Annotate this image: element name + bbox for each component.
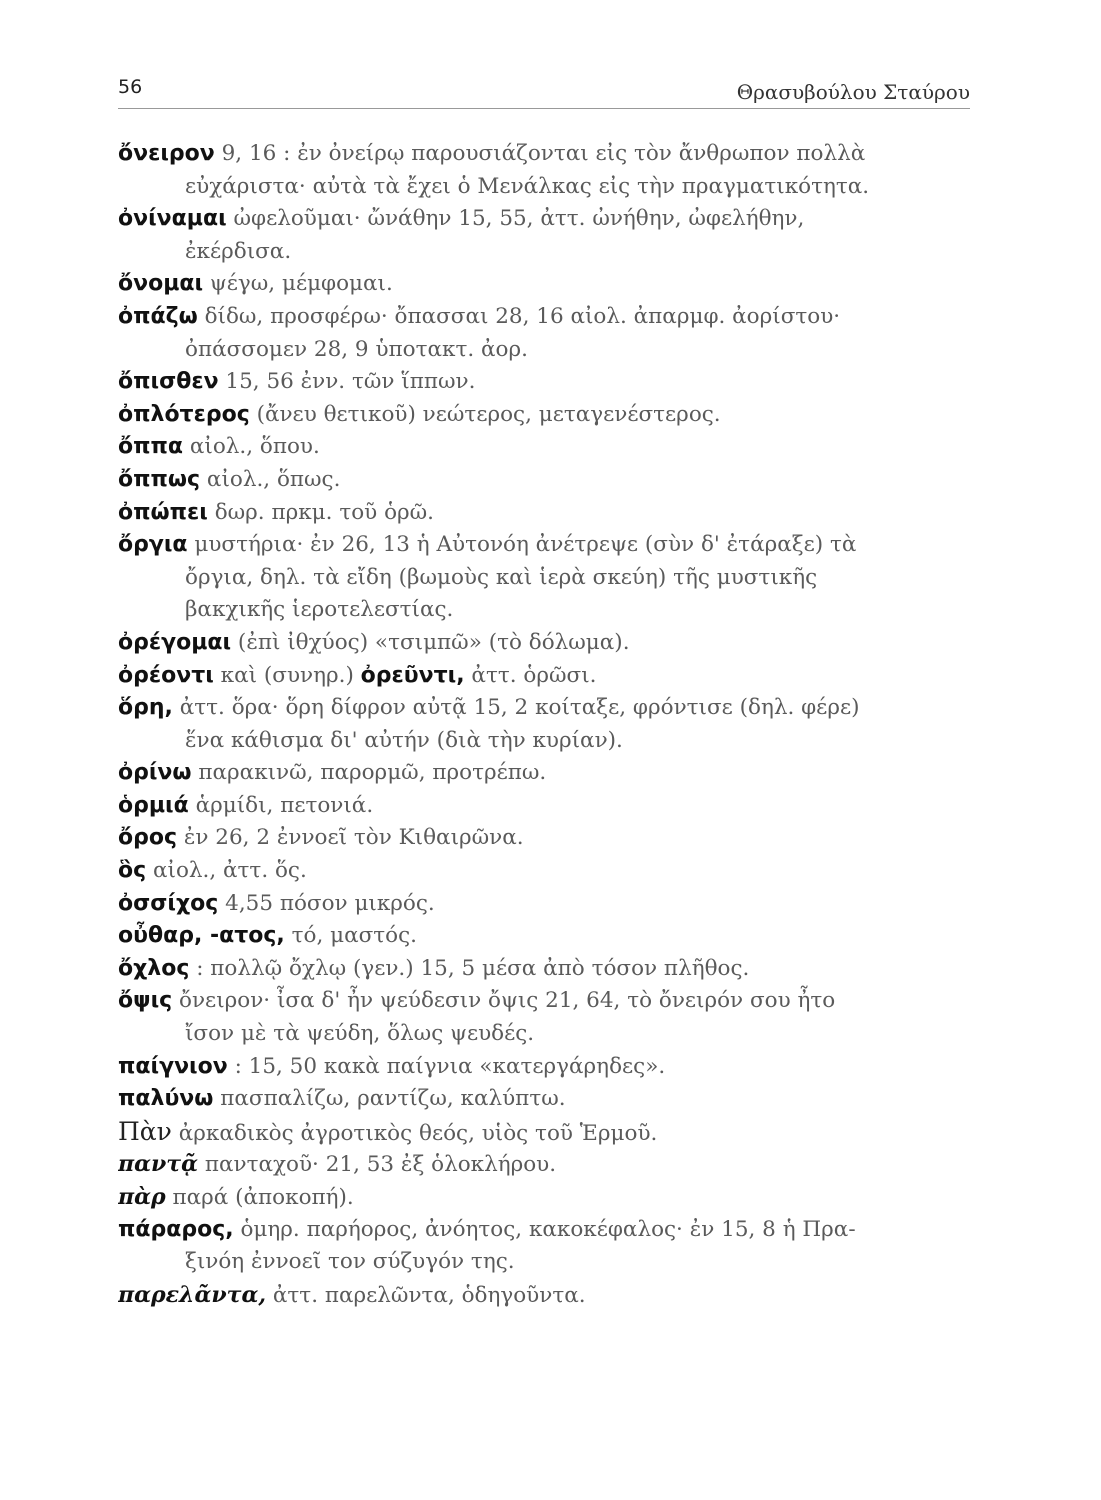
definition-text: παρακινῶ, παρορμῶ, προτρέπω. (191, 760, 547, 786)
definition-text: αἰολ., ἀττ. ὅς. (146, 858, 307, 884)
glossary-entry (118, 138, 976, 171)
glossary-entry (118, 855, 976, 888)
glossary-entry (118, 757, 976, 790)
definition-text: 4,55 πόσον μικρός. (218, 890, 435, 916)
glossary-entry (118, 1181, 976, 1214)
glossary-entry (118, 627, 976, 660)
glossary-entry (118, 431, 976, 464)
definition-text: ἀττ. ὅρα· ὅρη δίφρον αὐτᾷ 15, 2 κοίταξε, φρόντισε (δηλ. φέρε) (172, 695, 860, 721)
definition-text: ἀρκαδικὸς ἀγροτικὸς θεός, υἱὸς τοῦ Ἑρμοῦ. (171, 1120, 658, 1146)
definition-text: ὄνειρον· ἶσα δ' ἦν ψεύδεσιν ὄψις 21, 64, τὸ ὄνειρόν σου ἦτο (172, 988, 836, 1014)
headword: ὀσσίχος (118, 890, 219, 916)
headword: ὀρίνω (118, 760, 192, 786)
headword: ὄνομαι (118, 271, 204, 297)
glossary-entry (118, 1051, 976, 1084)
definition-text: ἁρμίδι, πετονιά. (188, 792, 374, 818)
glossary-entry (118, 953, 976, 986)
entry-continuation-line (118, 236, 976, 269)
headword: ὄχλος (118, 955, 190, 981)
glossary-entry (118, 660, 976, 693)
definition-text: : 15, 50 κακὰ παίγνια «κατεργάρηδες». (227, 1053, 666, 1079)
glossary-entry (118, 203, 976, 236)
glossary-entry (118, 301, 976, 334)
definition-text: ψέγω, μέμφομαι. (203, 271, 393, 297)
entry-continuation-line (118, 562, 976, 595)
definition-text: ἐν 26, 2 ἐννοεῖ τὸν Κιθαιρῶνα. (177, 825, 524, 851)
headword: ὀρέοντι (118, 662, 214, 688)
entry-continuation-line (118, 334, 976, 367)
definition-text: 9, 16 : ἐν ὀνείρῳ παρουσιάζονται εἰς τὸν ἄνθρωπον πολλὰ (214, 141, 866, 166)
glossary-entry (118, 366, 976, 399)
entry-continuation-line (118, 1018, 976, 1051)
glossary-entry (118, 920, 976, 953)
headword: ὁρμιά (118, 792, 189, 818)
definition-text: : πολλῷ ὄχλῳ (γεν.) 15, 5 μέσα ἀπὸ τόσον πλῆθος. (189, 955, 750, 981)
page-header (118, 70, 970, 110)
definition-text: αἰολ., ὅπου. (183, 434, 320, 460)
headword: ὀπλότερος (118, 401, 250, 427)
definition-text: αἰολ., ὅπως. (200, 466, 341, 492)
definition-text: τό, μαστός. (284, 923, 417, 949)
definition-text: πανταχοῦ· 21, 53 ἐξ ὁλοκλήρου. (198, 1152, 557, 1178)
glossary-entry (118, 1083, 976, 1116)
headword: πὰρ (118, 1184, 166, 1210)
definition-text: εὐχάριστα· αὐτὰ τὰ ἔχει ὁ Μενάλκας εἰς τὴν πραγματικότητα. (185, 173, 870, 199)
glossary-entry (118, 268, 976, 301)
glossary-entry (118, 985, 976, 1018)
headword: ὄνειρον (118, 141, 215, 166)
glossary-entry (118, 692, 976, 725)
headword: πάραρος, (118, 1216, 234, 1242)
headword: ὄρος (118, 825, 178, 851)
headword: ὄππα (118, 434, 184, 460)
definition-text: (ἄνευ θετικοῦ) νεώτερος, μεταγενέστερος. (249, 401, 721, 427)
glossary-entry (118, 1214, 976, 1247)
definition-text: βακχικῆς ἱεροτελεστίας. (185, 597, 454, 623)
definition-text: ὁμηρ. παρήορος, ἀνόητος, κακοκέφαλος· ἐν 15, 8 ἡ Πρα- (233, 1216, 856, 1242)
headword: ὀρέγομαι (118, 629, 232, 655)
headword-variant: ὀρεῦντι, (360, 662, 465, 688)
definition-text: ὄργια, δηλ. τὰ εἴδη (βωμοὺς καὶ ἱερὰ σκεύη) τῆς μυστικῆς (185, 564, 818, 590)
headword: παλύνω (118, 1086, 214, 1112)
headword: ὀπάζω (118, 303, 198, 329)
glossary-entry (118, 1279, 976, 1312)
definition-text: ἀττ. παρελῶντα, ὁδηγοῦντα. (266, 1282, 586, 1308)
glossary-entry (118, 497, 976, 530)
entry-continuation-line (118, 171, 976, 204)
definition-text: ὀπάσσομεν 28, 9 ὑποτακτ. ἀορ. (185, 336, 528, 362)
definition-text: καὶ (συνηρ.) (213, 662, 361, 688)
definition-text: ἕνα κάθισμα δι' αὐτήν (διὰ τὴν κυρίαν). (185, 727, 623, 753)
headword: ὄππως (118, 466, 201, 492)
definition-text: δίδω, προσφέρω· ὄπασσαι 28, 16 αἰολ. ἀπαρμφ. ἀορίστου· (197, 303, 841, 329)
glossary-entry (118, 1148, 976, 1181)
running-title: Θρασυβούλου Σταύρου (736, 80, 970, 104)
glossary-entries (118, 138, 976, 1311)
glossary-entry (118, 464, 976, 497)
glossary-entry (118, 529, 976, 562)
glossary-entry (118, 790, 976, 823)
definition-text: πασπαλίζω, ραντίζω, καλύπτω. (213, 1086, 566, 1112)
headword: ὀπώπει (118, 499, 208, 525)
entry-continuation-line (118, 725, 976, 758)
entry-continuation-line (118, 594, 976, 627)
definition-text: ἴσον μὲ τὰ ψεύδη, ὅλως ψευδές. (185, 1021, 535, 1047)
glossary-entry (118, 888, 976, 921)
definition-text: 15, 56 ἐνν. τῶν ἵππων. (218, 369, 476, 395)
definition-text: ὠφελοῦμαι· ὤνάθην 15, 55, ἀττ. ὠνήθην, ὠφελήθην, (226, 206, 805, 232)
headword: ὃς (118, 858, 147, 884)
headword: παίγνιον (118, 1053, 228, 1079)
headword: ὄπισθεν (118, 369, 219, 395)
definition-text: μυστήρια· ἐν 26, 13 ἡ Αὐτονόη ἀνέτρεψε (σὺν δ' ἐτάραξε) τὰ (187, 532, 857, 558)
headword: παρελᾶντα, (118, 1281, 267, 1308)
headword: ὀνίναμαι (118, 206, 227, 232)
headword: Πὰν (118, 1116, 172, 1146)
glossary-entry (118, 399, 976, 432)
glossary-entry (118, 822, 976, 855)
page-number: 56 (118, 76, 143, 98)
header-rule (118, 108, 970, 109)
headword: ὅρη, (118, 695, 173, 721)
definition-text: (ἐπὶ ἰθχύος) «τσιμπῶ» (τὸ δόλωμα). (231, 629, 630, 655)
headword: παντᾷ (118, 1151, 199, 1178)
definition-text: παρά (ἀποκοπή). (165, 1185, 354, 1210)
definition-text: ἐκέρδισα. (185, 238, 292, 264)
definition-text: ἀττ. ὁρῶσι. (464, 662, 597, 688)
headword: οὖθαρ, -ατος, (118, 923, 285, 949)
definition-text: ξινόη ἐννοεῖ τον σύζυγόν της. (185, 1249, 515, 1275)
entry-continuation-line (118, 1246, 976, 1279)
definition-text: δωρ. πρκμ. τοῦ ὁρῶ. (207, 499, 435, 525)
headword: ὄψις (118, 988, 173, 1014)
glossary-entry (118, 1116, 976, 1149)
headword: ὄργια (118, 532, 188, 558)
